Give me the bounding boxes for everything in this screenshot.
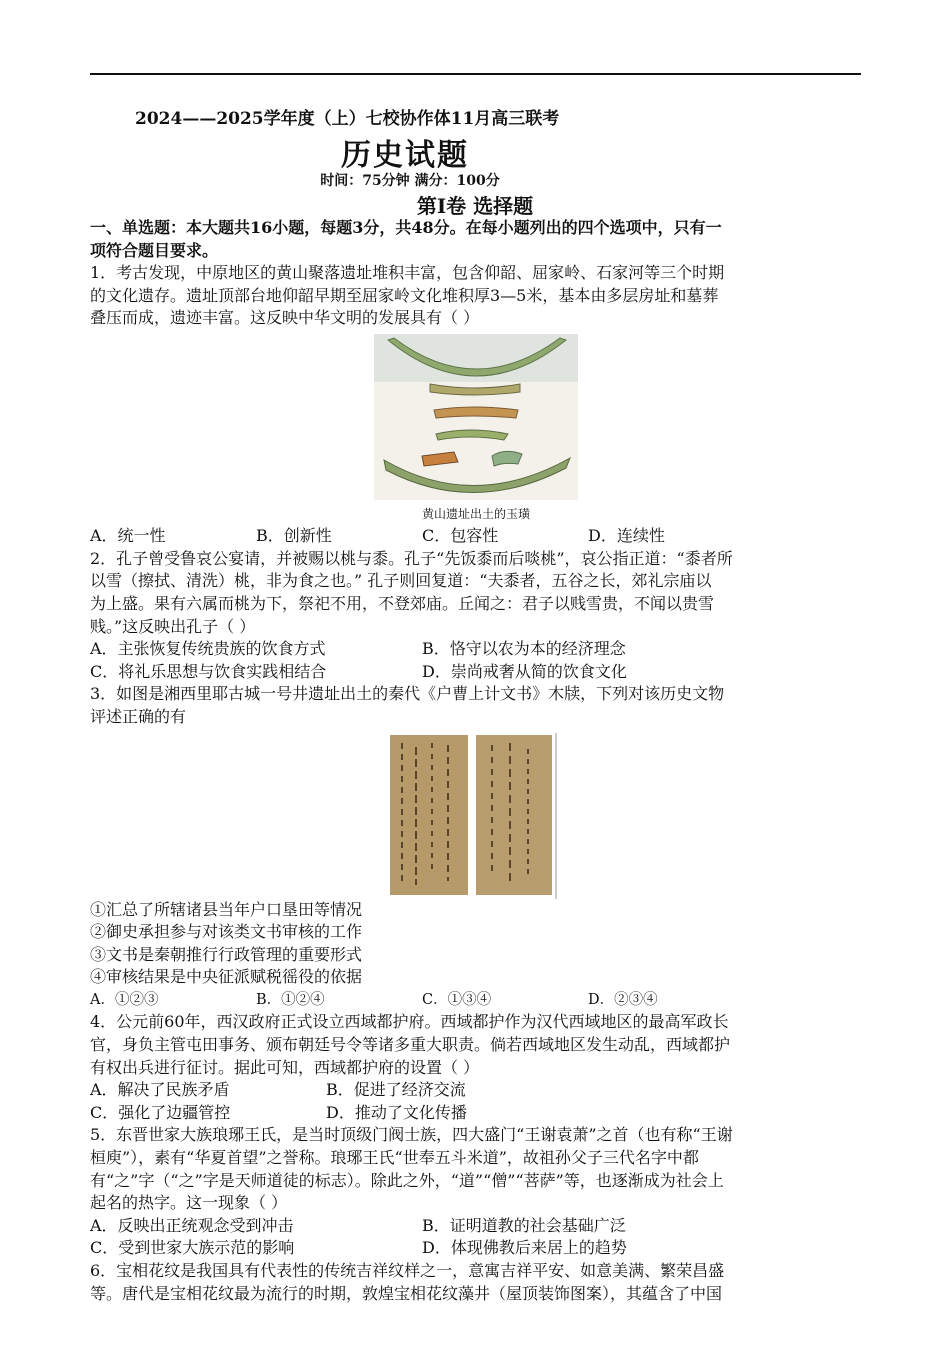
option-a[interactable]: A．主张恢复传统贵族的饮食方式	[90, 639, 326, 659]
question-5-options-row	[90, 1237, 862, 1260]
question-5-line: 桓庾”），素有“华夏首望”之誉称。琅琊王氏“世奉五斗米道”，故祖孙父子三代名字中都	[90, 1148, 699, 1168]
question-5-line: 有“之”字（“之”字是天师道徒的标志）。除此之外，“道”“僧”“菩萨”等，也逐渐成为社会上	[90, 1170, 724, 1190]
exam-title: 2024——2025学年度（上）七校协作体11月高三联考	[135, 109, 560, 129]
option-c[interactable]: C．将礼乐思想与饮食实践相结合	[90, 661, 327, 681]
question-5-line: 起名的热字。这一现象（ ）	[90, 1193, 288, 1213]
question-3-item: ④审核结果是中央征派赋税徭役的依据	[90, 967, 363, 987]
option-d[interactable]: D．②③④	[588, 991, 658, 1008]
question-5-options-row	[90, 1215, 862, 1238]
question-2-line: 2．孔子曾受鲁哀公宴请，并被赐以桃与黍。孔子“先饭黍而后啖桃”，哀公指正道：“黍者所	[90, 548, 733, 568]
option-c[interactable]: C．包容性	[422, 526, 499, 546]
top-rule	[90, 73, 861, 75]
question-6-line: 等。唐代是宝相花纹最为流行的时期，敦煌宝相花纹藻井（屋顶装饰图案），其蕴含了中国	[90, 1283, 723, 1303]
section-heading-line: 项符合题目要求。	[90, 240, 219, 260]
question-1-line: 叠压而成，遗迹丰富。这反映中华文明的发展具有（ ）	[90, 308, 480, 328]
option-a[interactable]: A．①②③	[90, 991, 159, 1008]
question-2-line: 以雪（擦拭、清洗）桃，非为食之也。” 孔子则回复道：“夫黍者，五谷之长，郊礼宗庙以	[90, 571, 712, 591]
option-b[interactable]: B．证明道教的社会基础广泛	[422, 1215, 626, 1235]
wooden-slip-figure	[90, 733, 862, 899]
option-d[interactable]: D．推动了文化传播	[326, 1102, 467, 1122]
option-d[interactable]: D．崇尚戒奢从简的饮食文化	[422, 661, 627, 681]
question-4-line: 有权出兵进行征讨。据此可知，西域都护府的设置（ ）	[90, 1057, 480, 1077]
option-d[interactable]: D．连续性	[588, 526, 665, 546]
question-4-options-row	[90, 1079, 862, 1102]
question-3-line: 评述正确的有	[90, 706, 187, 726]
jade-huang-image	[374, 334, 578, 500]
question-5-line: 5．东晋世家大族琅琊王氏，是当时顶级门阀士族，四大盛门“王谢袁萧”之首（也有称“王谢	[90, 1125, 733, 1145]
figure-caption: 黄山遗址出土的玉璜	[421, 506, 530, 521]
option-b[interactable]: B．①②④	[256, 991, 325, 1008]
part-title: 第Ⅰ卷 选择题	[416, 194, 534, 218]
question-3-item: ①汇总了所辖诸县当年户口垦田等情况	[90, 899, 363, 919]
question-3-item: ②御史承担参与对该类文书审核的工作	[90, 922, 363, 942]
option-c[interactable]: C．强化了边疆管控	[90, 1102, 231, 1122]
option-a[interactable]: A．反映出正统观念受到冲击	[90, 1215, 294, 1235]
jade-huang-figure	[90, 334, 862, 525]
question-3-item: ③文书是秦朝推行行政管理的重要形式	[90, 944, 363, 964]
subject-title: 历史试题	[341, 138, 469, 173]
question-4-options-row	[90, 1102, 862, 1125]
question-1-line: 的文化遗存。遗址顶部台地仰韶早期至屈家岭文化堆积厚3—5米，基本由多层房址和墓葬	[90, 285, 719, 305]
option-a[interactable]: A．解决了民族矛盾	[90, 1080, 230, 1100]
question-3-options	[90, 989, 862, 1012]
question-4-line: 4．公元前60年，西汉政府正式设立西域都护府。西域都护作为汉代西域地区的最高军政长	[90, 1012, 729, 1032]
option-b[interactable]: B．恪守以农为本的经济理念	[422, 639, 626, 659]
option-b[interactable]: B．创新性	[256, 526, 332, 546]
question-2-options-row	[90, 661, 862, 684]
question-1-options	[90, 525, 862, 548]
question-1-line: 1．考古发现，中原地区的黄山聚落遗址堆积丰富，包含仰韶、屈家岭、石家河等三个时期	[90, 263, 725, 283]
option-c[interactable]: C．①③④	[422, 991, 492, 1008]
question-4-line: 官，身负主管屯田事务、颁布朝廷号令等诸多重大职责。倘若西域地区发生动乱，西域都护	[90, 1035, 731, 1055]
time-score-info: 时间：75分钟 满分：100分	[320, 173, 500, 189]
question-3-line: 3．如图是湘西里耶古城一号井遗址出土的秦代《户曹上计文书》木牍，下列对该历史文物	[90, 684, 725, 704]
option-b[interactable]: B．促进了经济交流	[326, 1080, 466, 1100]
option-c[interactable]: C．受到世家大族示范的影响	[90, 1238, 295, 1258]
question-2-options-row	[90, 638, 862, 661]
option-a[interactable]: A．统一性	[90, 526, 166, 546]
question-2-line: 贱。”这反映出孔子（ ）	[90, 616, 256, 636]
question-2-line: 为上盛。果有六属而桃为下，祭祀不用，不登郊庙。丘闻之：君子以贱雪贵，不闻以贵雪	[90, 593, 715, 613]
wooden-slip-image	[388, 733, 564, 899]
exam-content	[90, 217, 862, 1305]
question-6-line: 6．宝相花纹是我国具有代表性的传统吉祥纹样之一，意寓吉祥平安、如意美满、繁荣昌盛	[90, 1261, 725, 1280]
option-d[interactable]: D．体现佛教后来居上的趋势	[422, 1238, 627, 1258]
section-heading-line: 一、单选题：本大题共16小题，每题3分，共48分。在每小题列出的四个选项中，只有一	[90, 218, 722, 237]
